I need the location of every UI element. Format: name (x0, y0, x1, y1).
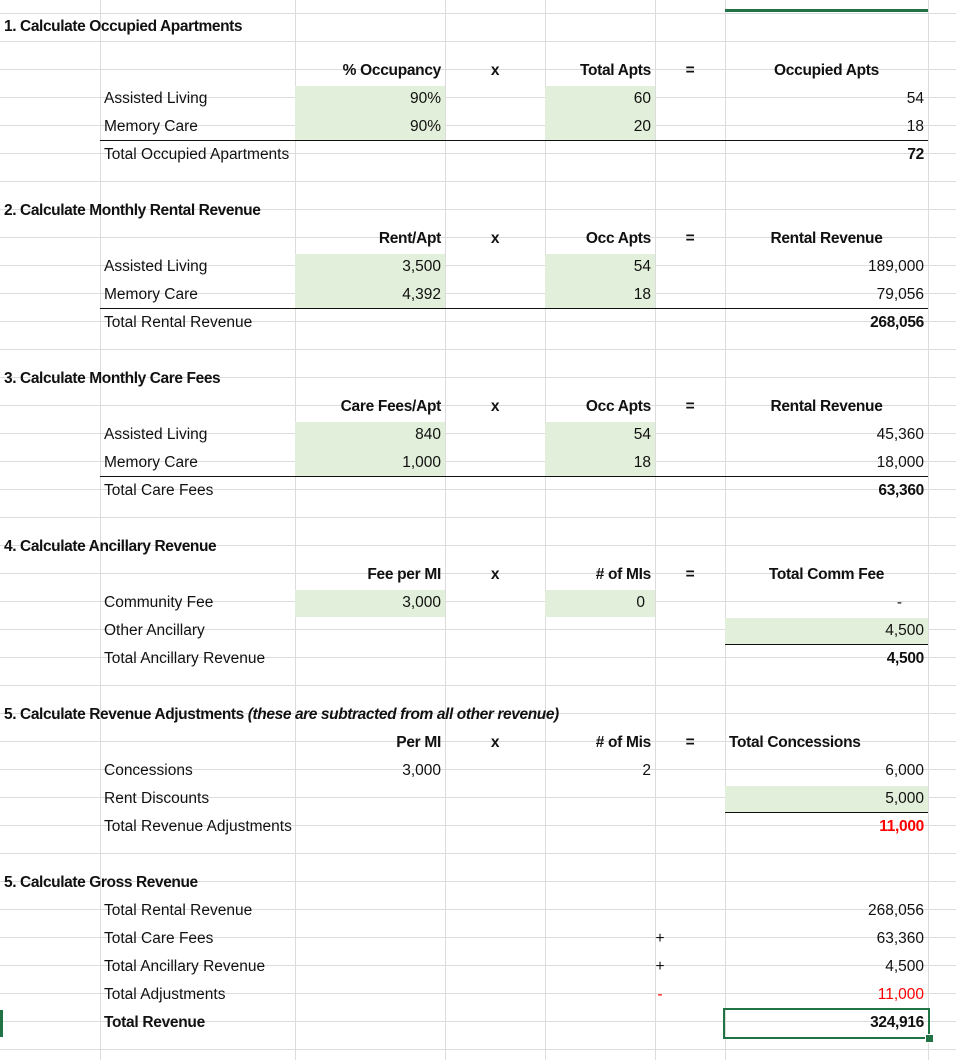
column-gridline (545, 0, 546, 1060)
s3-fee-cell[interactable]: 840 (415, 426, 441, 443)
row-gridline (0, 517, 956, 518)
s5-mis-cell[interactable]: 2 (642, 762, 651, 779)
s6-value-cell[interactable]: 11,000 (877, 986, 924, 1003)
column-gridline (295, 0, 296, 1060)
s6-operator-minus[interactable]: - (657, 986, 663, 1003)
s6-row-label[interactable]: Total Ancillary Revenue (104, 958, 266, 975)
s2-total-label[interactable]: Total Rental Revenue (104, 314, 253, 331)
s2-header-rental-revenue[interactable]: Rental Revenue (770, 230, 883, 247)
s1-row-label[interactable]: Assisted Living (104, 90, 208, 107)
s3-occ-cell[interactable]: 18 (633, 454, 651, 471)
s4-total-label[interactable]: Total Ancillary Revenue (104, 650, 266, 667)
s6-value-cell[interactable]: 63,360 (876, 930, 924, 947)
s2-row-label[interactable]: Memory Care (104, 286, 198, 303)
s1-occupied-cell[interactable]: 18 (906, 118, 924, 135)
s6-row-label[interactable]: Total Rental Revenue (104, 902, 253, 919)
s5-header-num-mis[interactable]: # of Mis (595, 734, 651, 751)
s5-row-label[interactable]: Concessions (104, 762, 193, 779)
row-gridline (0, 853, 956, 854)
s6-operator-plus[interactable]: + (655, 930, 665, 947)
s4-mis-cell[interactable]: 0 (636, 594, 645, 611)
s4-fee-cell[interactable]: 3,000 (402, 594, 441, 611)
section-1-title: 1. Calculate Occupied Apartments (4, 18, 243, 35)
s2-row-label[interactable]: Assisted Living (104, 258, 208, 275)
column-selection-indicator (725, 9, 928, 12)
s1-occupied-cell[interactable]: 54 (906, 90, 924, 107)
s2-total-value[interactable]: 268,056 (870, 314, 924, 331)
s5-header-per-mi[interactable]: Per MI (396, 734, 441, 751)
section-6-title: 5. Calculate Gross Revenue (4, 874, 198, 891)
s6-total-label[interactable]: Total Revenue (104, 1014, 205, 1031)
s1-header-equals[interactable]: = (685, 62, 695, 79)
s4-total-value[interactable]: 4,500 (886, 650, 924, 667)
s6-total-value[interactable]: 324,916 (870, 1014, 924, 1031)
s5-header-concessions[interactable]: Total Concessions (729, 734, 861, 751)
s1-header-total-apts[interactable]: Total Apts (579, 62, 651, 79)
section-2-title: 2. Calculate Monthly Rental Revenue (4, 202, 261, 219)
section-4-title: 4. Calculate Ancillary Revenue (4, 538, 217, 555)
s2-header-rent[interactable]: Rent/Apt (378, 230, 441, 247)
s3-header-equals[interactable]: = (685, 398, 695, 415)
s5-header-times[interactable]: x (490, 734, 500, 751)
row-gridline (0, 349, 956, 350)
row-selection-indicator (0, 1010, 3, 1037)
s1-total-apts-cell[interactable]: 60 (633, 90, 651, 107)
s3-occ-cell[interactable]: 54 (633, 426, 651, 443)
fill-handle[interactable] (925, 1034, 934, 1043)
s3-revenue-cell[interactable]: 45,360 (876, 426, 924, 443)
column-gridline (928, 0, 929, 1060)
s6-row-label[interactable]: Total Care Fees (104, 930, 214, 947)
row-gridline (0, 685, 956, 686)
s1-header-occupied-apts[interactable]: Occupied Apts (774, 62, 879, 79)
s4-comm-fee-cell[interactable]: - (896, 594, 902, 611)
s2-header-occ-apts[interactable]: Occ Apts (585, 230, 651, 247)
s5-row-label[interactable]: Rent Discounts (104, 790, 210, 807)
s2-rent-cell[interactable]: 3,500 (402, 258, 441, 275)
s6-value-cell[interactable]: 268,056 (867, 902, 924, 919)
s2-revenue-cell[interactable]: 79,056 (876, 286, 924, 303)
s3-header-care-fees[interactable]: Care Fees/Apt (340, 398, 441, 415)
s2-revenue-cell[interactable]: 189,000 (867, 258, 924, 275)
s5-header-equals[interactable]: = (685, 734, 695, 751)
row-gridline (0, 1049, 956, 1050)
s3-row-label[interactable]: Assisted Living (104, 426, 208, 443)
s2-occ-cell[interactable]: 18 (633, 286, 651, 303)
section-5-title-note: (these are subtracted from all other revenue) (247, 706, 559, 723)
s2-occ-cell[interactable]: 54 (633, 258, 651, 275)
s4-row-label[interactable]: Community Fee (104, 594, 214, 611)
active-cell-selection (723, 1008, 930, 1039)
s1-row-label[interactable]: Memory Care (104, 118, 198, 135)
s6-row-label[interactable]: Total Adjustments (104, 986, 226, 1003)
s1-occupancy-cell[interactable]: 90% (409, 118, 441, 135)
s1-header-times[interactable]: x (490, 62, 500, 79)
s5-total-label[interactable]: Total Revenue Adjustments (104, 818, 292, 835)
s3-fee-cell[interactable]: 1,000 (402, 454, 441, 471)
s3-header-times[interactable]: x (490, 398, 500, 415)
s5-concessions-cell[interactable]: 6,000 (885, 762, 924, 779)
s6-operator[interactable] (655, 897, 665, 925)
s3-total-value[interactable]: 63,360 (878, 482, 924, 499)
row-gridline (0, 41, 956, 42)
section-5-title (0, 701, 559, 729)
s3-header-occ-apts[interactable]: Occ Apts (585, 398, 651, 415)
s4-other-ancillary-cell[interactable]: 4,500 (885, 622, 924, 639)
s3-total-label[interactable]: Total Care Fees (104, 482, 214, 499)
s3-revenue-cell[interactable]: 18,000 (876, 454, 924, 471)
s6-value-cell[interactable]: 4,500 (885, 958, 924, 975)
s5-total-value[interactable]: 11,000 (879, 818, 924, 835)
s4-header-num-mis[interactable]: # of MIs (595, 566, 651, 583)
section-5-title-main: 5. Calculate Revenue Adjustments (4, 706, 248, 723)
section-3-title: 3. Calculate Monthly Care Fees (4, 370, 221, 387)
s5-per-mi-cell[interactable]: 3,000 (402, 762, 441, 779)
s3-header-rental-revenue[interactable]: Rental Revenue (770, 398, 883, 415)
s2-rent-cell[interactable]: 4,392 (402, 286, 441, 303)
s4-row-label[interactable]: Other Ancillary (104, 622, 205, 639)
s4-header-times[interactable]: x (490, 566, 500, 583)
s2-header-equals[interactable]: = (685, 230, 695, 247)
s2-header-times[interactable]: x (490, 230, 500, 247)
row-gridline (0, 181, 956, 182)
s5-rent-discounts-cell[interactable]: 5,000 (885, 790, 924, 807)
s4-header-comm-fee[interactable]: Total Comm Fee (768, 566, 885, 583)
column-gridline (445, 0, 446, 1060)
s3-row-label[interactable]: Memory Care (104, 454, 198, 471)
s1-total-value[interactable]: 72 (907, 146, 924, 163)
s1-total-label[interactable]: Total Occupied Apartments (104, 146, 290, 163)
s1-header-occupancy[interactable]: % Occupancy (342, 62, 441, 79)
s1-total-apts-cell[interactable]: 20 (633, 118, 651, 135)
s1-occupancy-cell[interactable]: 90% (409, 90, 441, 107)
s6-operator-plus[interactable]: + (655, 958, 665, 975)
s4-header-fee-per-mi[interactable]: Fee per MI (367, 566, 441, 583)
s4-header-equals[interactable]: = (685, 566, 695, 583)
